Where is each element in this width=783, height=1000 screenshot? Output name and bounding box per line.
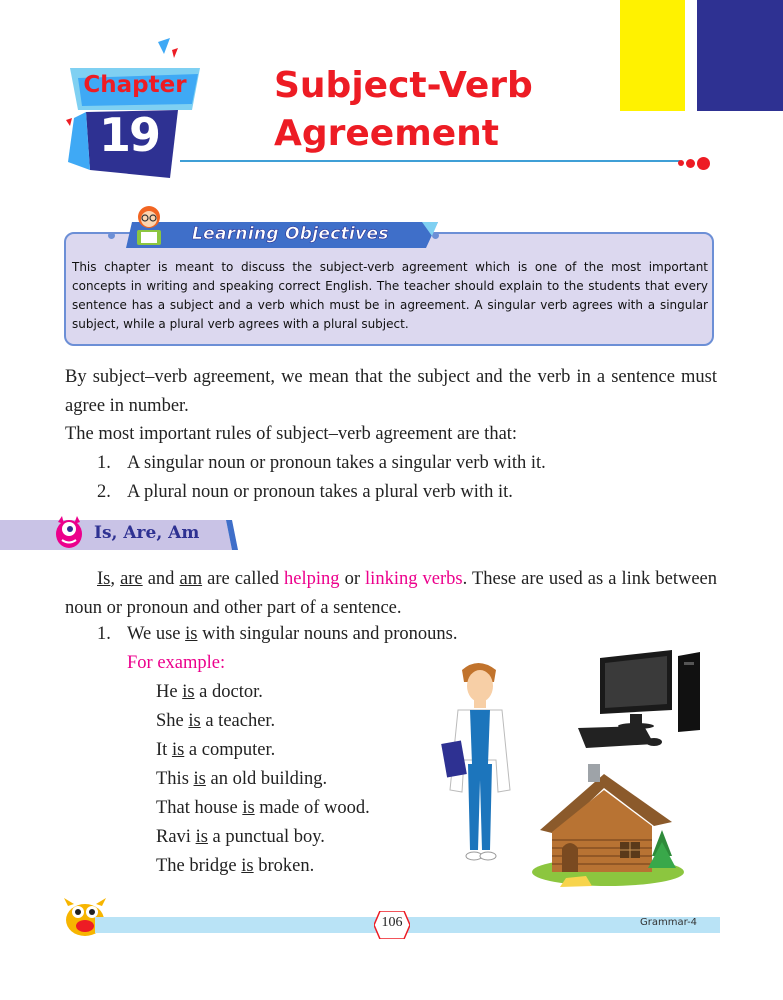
section-paragraph xyxy=(65,565,717,623)
example-sentence xyxy=(156,707,275,736)
text-fragment: a punctual boy. xyxy=(207,827,325,847)
text-fragment: Ravi xyxy=(156,827,196,847)
list-number: 1. xyxy=(97,624,111,644)
chapter-title-line2: Agreement xyxy=(274,113,499,154)
chapter-number: 19 xyxy=(98,108,159,162)
term-helping: helping xyxy=(284,569,340,589)
term-linking-verbs: linking verbs xyxy=(365,569,463,589)
verb: is xyxy=(171,740,185,760)
list-item xyxy=(97,449,546,478)
text-fragment: a teacher. xyxy=(200,711,276,731)
monster-mascot-icon xyxy=(50,512,88,552)
verb: is xyxy=(195,827,208,847)
page-number: 106 xyxy=(381,915,403,930)
text-fragment: That house xyxy=(156,798,243,818)
text-fragment: . These are used as a link between noun or pronoun and other part of a sentence. xyxy=(65,569,717,618)
banner-dot-left xyxy=(108,232,115,239)
text-fragment: and xyxy=(142,569,180,589)
example-sentence xyxy=(156,736,275,765)
text-fragment: or xyxy=(339,569,366,589)
verb: is xyxy=(193,769,206,789)
rules-lead-in: The most important rules of subject–verb agreement are that: xyxy=(65,424,518,444)
list-text: A plural noun or pronoun takes a plural verb with it. xyxy=(127,482,513,502)
doctor-illustration xyxy=(440,660,520,870)
rule-item xyxy=(97,620,457,649)
text-fragment: are called xyxy=(202,569,285,589)
yellow-corner-block xyxy=(620,0,685,111)
list-text: A singular noun or pronoun takes a singular verb with it. xyxy=(127,453,546,473)
verb: is xyxy=(241,856,254,876)
word-is: Is xyxy=(97,569,111,589)
example-sentence xyxy=(156,823,325,852)
example-sentence xyxy=(156,765,327,794)
text-fragment: made of wood. xyxy=(254,798,370,818)
learning-objectives-text: This chapter is meant to discuss the subject-verb agreement which is one of the most important concepts in writing and speaking correct English. The teacher should explain to the students that every sentence has a subject and a verb which must be in agreement. A singular verb agrees with a singular subject, while a plural verb agrees with a plural subject. xyxy=(72,260,708,331)
verb: is xyxy=(242,798,255,818)
word-is: is xyxy=(185,624,198,644)
for-example-label: For example: xyxy=(127,653,226,673)
verb: is xyxy=(182,682,195,702)
reading-girl-icon xyxy=(132,204,166,246)
verb: is xyxy=(188,711,201,731)
text-fragment: This xyxy=(156,769,194,789)
text-fragment: She xyxy=(156,711,189,731)
title-dots-ornament xyxy=(676,154,710,172)
chapter-label: Chapter xyxy=(83,72,187,98)
book-name: Grammar-4 xyxy=(640,917,698,928)
text-fragment: The bridge xyxy=(156,856,242,876)
log-cabin-illustration xyxy=(530,760,685,888)
text-fragment: He xyxy=(156,682,183,702)
example-sentence xyxy=(156,678,263,707)
text-fragment: with singular nouns and pronouns. xyxy=(197,624,458,644)
text-fragment: We use xyxy=(127,624,186,644)
example-sentence xyxy=(156,794,370,823)
list-number: 1. xyxy=(97,453,111,473)
text-fragment: It xyxy=(156,740,172,760)
learning-objectives-heading: Learning Objectives xyxy=(192,224,389,244)
chapter-title-line1: Subject-Verb xyxy=(274,65,533,106)
text-fragment: an old building. xyxy=(205,769,328,789)
chapter-title xyxy=(274,62,533,158)
text-fragment: a doctor. xyxy=(194,682,263,702)
list-number: 2. xyxy=(97,482,111,502)
text-fragment: broken. xyxy=(253,856,315,876)
text-fragment: a computer. xyxy=(184,740,276,760)
word-am: am xyxy=(179,569,203,589)
word-are: are xyxy=(120,569,143,589)
title-underline xyxy=(180,160,680,162)
computer-illustration xyxy=(574,648,714,754)
text-fragment: , xyxy=(110,569,121,589)
list-item xyxy=(97,478,513,507)
navy-corner-block xyxy=(697,0,783,111)
example-sentence xyxy=(156,852,314,881)
intro-paragraph: By subject–verb agreement, we mean that the subject and the verb in a sentence must agree in number. xyxy=(65,367,717,416)
section-heading: Is, Are, Am xyxy=(94,523,200,543)
